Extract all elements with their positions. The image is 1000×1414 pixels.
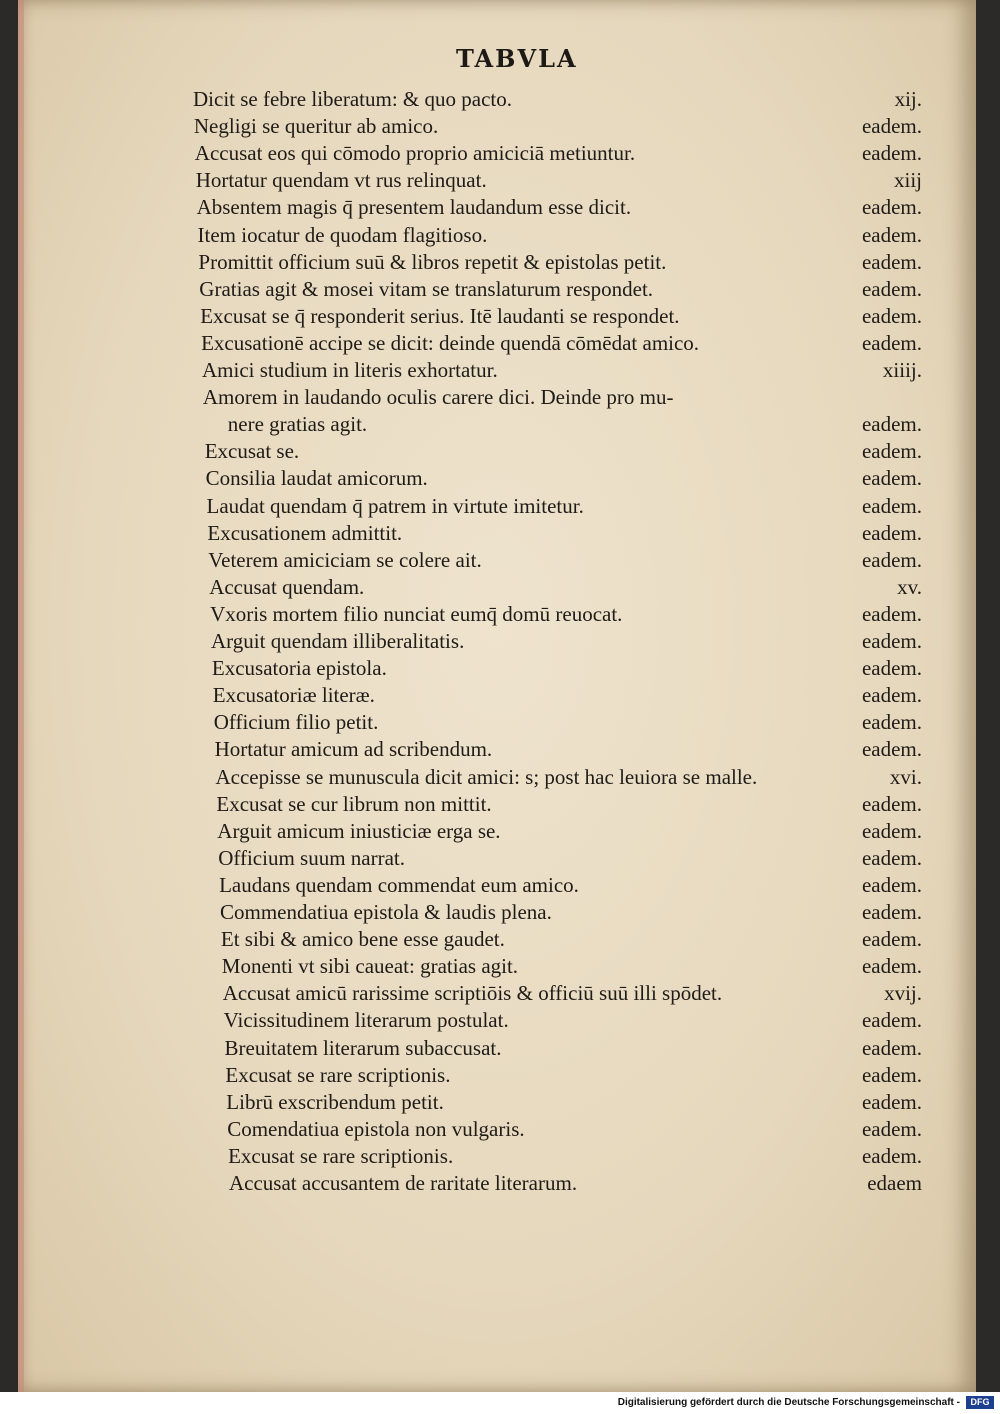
entry-text: Negligi se queritur ab amico. bbox=[193, 114, 439, 139]
toc-entry bbox=[18, 357, 958, 384]
entry-text: Excusat se cur librum non mittit. bbox=[216, 791, 492, 816]
entry-page-ref: edaem bbox=[867, 1171, 922, 1195]
entry-text: Amorem in laudando oculis carere dici. Deinde pro mu- bbox=[202, 385, 674, 410]
entry-page-ref: eadem. bbox=[861, 872, 922, 897]
toc-entry bbox=[18, 1062, 958, 1089]
entry-page-ref: eadem. bbox=[861, 656, 922, 681]
entry-text: Gratias agit & mosei vitam se translaturum respondet. bbox=[199, 276, 654, 301]
toc-entry bbox=[18, 140, 958, 167]
toc-entry bbox=[18, 655, 958, 682]
entry-text: Monenti vt sibi caueat: gratias agit. bbox=[221, 954, 519, 979]
entry-text: Excusationem admittit. bbox=[207, 520, 403, 545]
entry-text: Vxoris mortem filio nunciat eumq̄ domū reuocat. bbox=[210, 601, 623, 626]
entry-text: Excusationē accipe se dicit: deinde quendā cōmēdat amico. bbox=[201, 330, 700, 355]
entry-text: Breuitatem literarum subaccusat. bbox=[224, 1035, 502, 1060]
toc-entry bbox=[18, 276, 958, 303]
entry-text: Accepisse se munuscula dicit amici: s; post hac leuiora se malle. bbox=[215, 764, 758, 789]
entry-text: Accusat amicū rarissime scriptiōis & officiū suū illi spōdet. bbox=[222, 981, 723, 1006]
entry-text: Arguit amicum iniusticiæ erga se. bbox=[217, 818, 501, 843]
entry-text: Commendatiua epistola & laudis plena. bbox=[220, 900, 552, 924]
entry-page-ref: eadem. bbox=[861, 1035, 922, 1060]
book-page bbox=[18, 0, 976, 1392]
entry-text: Comendatiua epistola non vulgaris. bbox=[227, 1116, 525, 1141]
entry-text: Excusat se. bbox=[204, 439, 300, 464]
toc-entry bbox=[18, 899, 958, 926]
toc-entry bbox=[18, 980, 958, 1007]
entry-text: Dicit se febre liberatum: & quo pacto. bbox=[193, 87, 512, 111]
entry-page-ref: eadem. bbox=[861, 439, 922, 464]
toc-entry bbox=[18, 167, 958, 194]
entry-page-ref: eadem. bbox=[861, 195, 922, 220]
toc-entry bbox=[18, 86, 958, 113]
entry-text: nere gratias agit. bbox=[227, 412, 368, 437]
toc-entry bbox=[18, 547, 958, 574]
entry-text: Arguit quendam illiberalitatis. bbox=[211, 629, 465, 653]
entry-page-ref: eadem. bbox=[861, 466, 922, 491]
entry-page-ref: eadem. bbox=[861, 141, 922, 166]
entry-text: Laudans quendam commendat eum amico. bbox=[219, 872, 579, 897]
toc-entry bbox=[18, 682, 958, 709]
entry-page-ref: eadem. bbox=[861, 927, 922, 952]
toc-entry bbox=[18, 953, 958, 980]
entry-text: Officium filio petit. bbox=[213, 710, 379, 735]
toc-entry bbox=[18, 872, 958, 899]
entry-page-ref: eadem. bbox=[861, 249, 922, 274]
toc-entry bbox=[18, 574, 958, 601]
entry-text: Promittit officium suū & libros repetit & epistolas petit. bbox=[198, 249, 667, 274]
entry-page-ref: xvi. bbox=[889, 764, 922, 789]
entry-text: Consilia laudat amicorum. bbox=[205, 466, 428, 491]
toc-entry bbox=[18, 791, 958, 818]
entry-text: Hortatur amicum ad scribendum. bbox=[214, 737, 493, 762]
entry-page-ref: eadem. bbox=[861, 493, 922, 518]
entry-text: Accusat eos qui cōmodo proprio amiciciā metiuntur. bbox=[194, 141, 636, 166]
entry-text: Item iocatur de quodam flagitioso. bbox=[197, 222, 488, 247]
entry-page-ref: eadem. bbox=[861, 303, 922, 328]
entry-page-ref: eadem. bbox=[861, 1008, 922, 1033]
toc-entry bbox=[18, 330, 958, 357]
toc-entry bbox=[18, 1170, 958, 1197]
entry-page-ref: eadem. bbox=[861, 1116, 922, 1141]
page-title: TABVLA bbox=[456, 44, 578, 73]
toc-entry bbox=[18, 845, 958, 872]
toc-entry bbox=[18, 1116, 958, 1143]
entry-page-ref: eadem. bbox=[861, 222, 922, 247]
entry-text: Accusat accusantem de raritate literarum. bbox=[229, 1171, 578, 1195]
toc-entry bbox=[18, 1089, 958, 1116]
toc-entry bbox=[18, 628, 958, 655]
entry-text: Officium suum narrat. bbox=[218, 845, 406, 870]
entry-page-ref: eadem. bbox=[861, 737, 922, 762]
entry-text: Absentem magis q̄ presentem laudandum esse dicit. bbox=[196, 195, 632, 220]
entry-page-ref: eadem. bbox=[861, 276, 922, 301]
entry-page-ref: eadem. bbox=[861, 845, 922, 870]
entry-text: Et sibi & amico bene esse gaudet. bbox=[220, 927, 505, 952]
entry-text: Excusatoriæ literæ. bbox=[212, 683, 375, 708]
toc-entry bbox=[18, 764, 958, 791]
entry-page-ref: eadem. bbox=[861, 330, 922, 355]
entry-page-ref: xij. bbox=[894, 87, 922, 111]
toc-entry bbox=[18, 465, 958, 492]
entry-page-ref: eadem. bbox=[861, 710, 922, 735]
entry-page-ref: xvij. bbox=[884, 981, 922, 1006]
entry-text: Librū exscribendum petit. bbox=[226, 1089, 444, 1114]
entry-page-ref: eadem. bbox=[861, 629, 922, 653]
toc-entry bbox=[18, 438, 958, 465]
toc-entry bbox=[18, 493, 958, 520]
entry-page-ref: eadem. bbox=[861, 954, 922, 979]
dfg-logo: DFG bbox=[966, 1396, 994, 1409]
toc-entry bbox=[18, 1007, 958, 1034]
funding-credit: Digitalisierung gefördert durch die Deutsche Forschungsgemeinschaft - bbox=[617, 1397, 960, 1408]
entry-text: Amici studium in literis exhortatur. bbox=[202, 358, 498, 382]
toc-entry bbox=[18, 601, 958, 628]
footer bbox=[0, 1392, 1000, 1414]
entry-text: Excusat se rare scriptionis. bbox=[225, 1062, 451, 1087]
entry-text: Veterem amiciciam se colere ait. bbox=[208, 547, 482, 572]
entry-page-ref: eadem. bbox=[861, 683, 922, 708]
entry-page-ref: xiiij. bbox=[882, 358, 922, 382]
entry-page-ref: eadem. bbox=[861, 1143, 922, 1168]
entry-page-ref: eadem. bbox=[861, 791, 922, 816]
toc-entry bbox=[18, 1143, 958, 1170]
toc-entry bbox=[18, 411, 958, 438]
toc-entry bbox=[18, 926, 958, 953]
entry-page-ref: eadem. bbox=[861, 114, 922, 139]
entry-text: Accusat quendam. bbox=[209, 574, 365, 599]
entry-text: Excusat se rare scriptionis. bbox=[228, 1143, 454, 1168]
entry-text: Excusatoria epistola. bbox=[211, 656, 387, 681]
entry-text: Vicissitudinem literarum postulat. bbox=[223, 1008, 509, 1033]
entry-page-ref: eadem. bbox=[861, 601, 922, 626]
toc-entry bbox=[18, 384, 958, 411]
entry-page-ref: xiij bbox=[893, 168, 922, 193]
entry-page-ref: eadem. bbox=[861, 520, 922, 545]
entry-page-ref: xv. bbox=[897, 574, 922, 599]
toc-entry bbox=[18, 113, 958, 140]
entry-page-ref: eadem. bbox=[861, 547, 922, 572]
toc-entry bbox=[18, 249, 958, 276]
entry-page-ref: eadem. bbox=[861, 1089, 922, 1114]
toc-entry bbox=[18, 222, 958, 249]
toc-entry bbox=[18, 709, 958, 736]
entry-page-ref: eadem. bbox=[861, 818, 922, 843]
entry-page-ref: eadem. bbox=[861, 412, 922, 437]
entry-page-ref: eadem. bbox=[861, 1062, 922, 1087]
entry-text: Hortatur quendam vt rus relinquat. bbox=[195, 168, 487, 193]
entry-text: Laudat quendam q̄ patrem in virtute imitetur. bbox=[206, 493, 584, 518]
toc-entry bbox=[18, 520, 958, 547]
toc-entry bbox=[18, 194, 958, 221]
toc-entry bbox=[18, 1035, 958, 1062]
entry-page-ref: eadem. bbox=[861, 900, 922, 924]
toc-entry bbox=[18, 736, 958, 763]
toc-entry bbox=[18, 818, 958, 845]
entry-text: Excusat se q̄ responderit serius. Itē laudanti se respondet. bbox=[200, 303, 680, 328]
toc-entry bbox=[18, 303, 958, 330]
